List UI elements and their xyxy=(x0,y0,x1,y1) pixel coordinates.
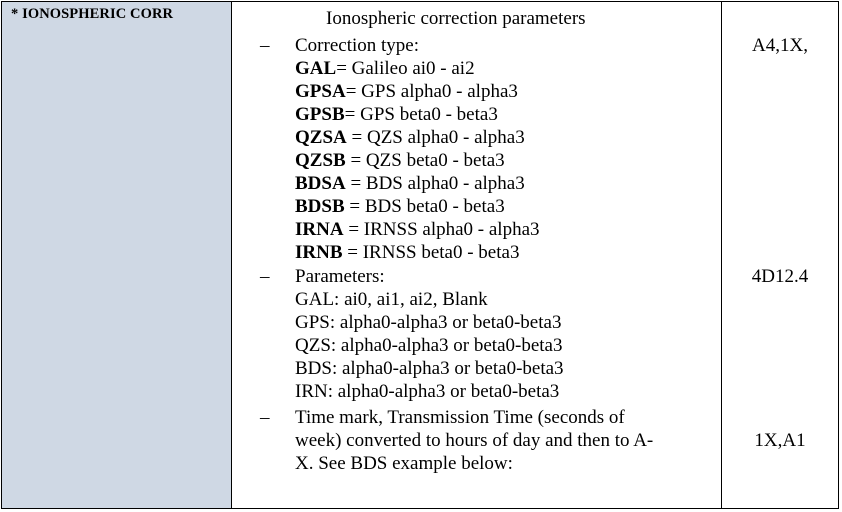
parameters-line: GAL: ai0, ai1, ai2, Blank xyxy=(295,289,488,310)
bullet-dash: – xyxy=(260,266,270,287)
format-cell xyxy=(722,2,838,508)
correction-type-item: QZSA = QZS alpha0 - alpha3 xyxy=(295,127,525,148)
format-timemark: 1X,A1 xyxy=(754,430,806,451)
type-code: IRNA xyxy=(295,219,344,240)
parameters-line: GPS: alpha0-alpha3 or beta0-beta3 xyxy=(295,312,562,333)
bullet-dash: – xyxy=(260,407,270,428)
type-code: GPSA xyxy=(295,81,346,102)
record-label-cell xyxy=(2,2,232,508)
correction-type-title: Correction type: xyxy=(295,35,419,56)
parameters-line: BDS: alpha0-alpha3 or beta0-beta3 xyxy=(295,358,564,379)
type-code: BDSA xyxy=(295,173,346,194)
parameters-line: QZS: alpha0-alpha3 or beta0-beta3 xyxy=(295,335,563,356)
correction-type-item: GPSB= GPS beta0 - beta3 xyxy=(295,104,498,125)
description-heading: Ionospheric correction parameters xyxy=(326,8,586,29)
timemark-line: X. See BDS example below: xyxy=(295,453,513,474)
format-parameters: 4D12.4 xyxy=(751,266,809,287)
type-code: BDSB xyxy=(295,196,345,217)
parameters-line: IRN: alpha0-alpha3 or beta0-beta3 xyxy=(295,381,560,402)
correction-type-item: BDSB = BDS beta0 - beta3 xyxy=(295,196,505,217)
type-code: QZSA xyxy=(295,127,347,148)
type-code: GAL xyxy=(295,58,337,79)
format-correction-type: A4,1X, xyxy=(752,35,808,56)
description-cell xyxy=(232,2,722,508)
parameters-title: Parameters: xyxy=(295,266,385,287)
timemark-line: week) converted to hours of day and then to A- xyxy=(295,430,654,451)
timemark-line: Time mark, Transmission Time (seconds of xyxy=(295,407,625,428)
correction-type-item: GAL= Galileo ai0 - ai2 xyxy=(295,58,475,79)
bullet-dash: – xyxy=(260,35,270,56)
rinex-record-table xyxy=(1,1,839,509)
type-code: GPSB xyxy=(295,104,345,125)
type-code: IRNB xyxy=(295,242,343,263)
correction-type-item: IRNB = IRNSS beta0 - beta3 xyxy=(295,242,520,263)
type-code: QZSB xyxy=(295,150,346,171)
correction-type-item: IRNA = IRNSS alpha0 - alpha3 xyxy=(295,219,540,240)
record-label: * IONOSPHERIC CORR xyxy=(11,6,174,22)
correction-type-item: GPSA= GPS alpha0 - alpha3 xyxy=(295,81,518,102)
correction-type-item: BDSA = BDS alpha0 - alpha3 xyxy=(295,173,525,194)
correction-type-item: QZSB = QZS beta0 - beta3 xyxy=(295,150,505,171)
